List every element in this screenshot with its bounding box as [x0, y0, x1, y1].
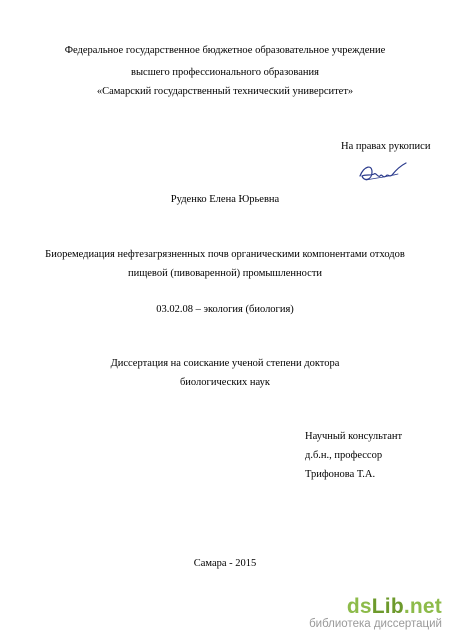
dissertation-title-line-1: Биоремедиация нефтезагрязненных почв органическими компонентами отходов: [45, 249, 405, 260]
institution-line-1: Федеральное государственное бюджетное образовательное учреждение: [64, 45, 386, 56]
institution-line-3: «Самарский государственный технический университет»: [96, 86, 354, 97]
degree-line-2: биологических наук: [179, 377, 271, 388]
dissertation-title-line-2: пищевой (пивоваренной) промышленности: [127, 268, 323, 279]
institution-line-2: высшего профессионального образования: [131, 67, 319, 78]
consultant-role: Научный консультант: [305, 431, 403, 442]
consultant-name: Трифонова Т.А.: [305, 469, 376, 480]
consultant-credentials: д.б.н., профессор: [305, 450, 383, 461]
signature-icon: [356, 158, 412, 186]
dslib-watermark: [309, 596, 442, 631]
dslib-logo: dsLib.net: [346, 595, 442, 618]
manuscript-note: На правах рукописи: [341, 141, 431, 152]
degree-line-1: Диссертация на соискание ученой степени доктора: [110, 358, 340, 369]
place-year: Самара - 2015: [193, 558, 257, 569]
specialty: 03.02.08 – экология (биология): [156, 304, 294, 315]
author-name: Руденко Елена Юрьевна: [170, 194, 280, 205]
dslib-subtitle: библиотека диссертаций: [309, 618, 442, 630]
